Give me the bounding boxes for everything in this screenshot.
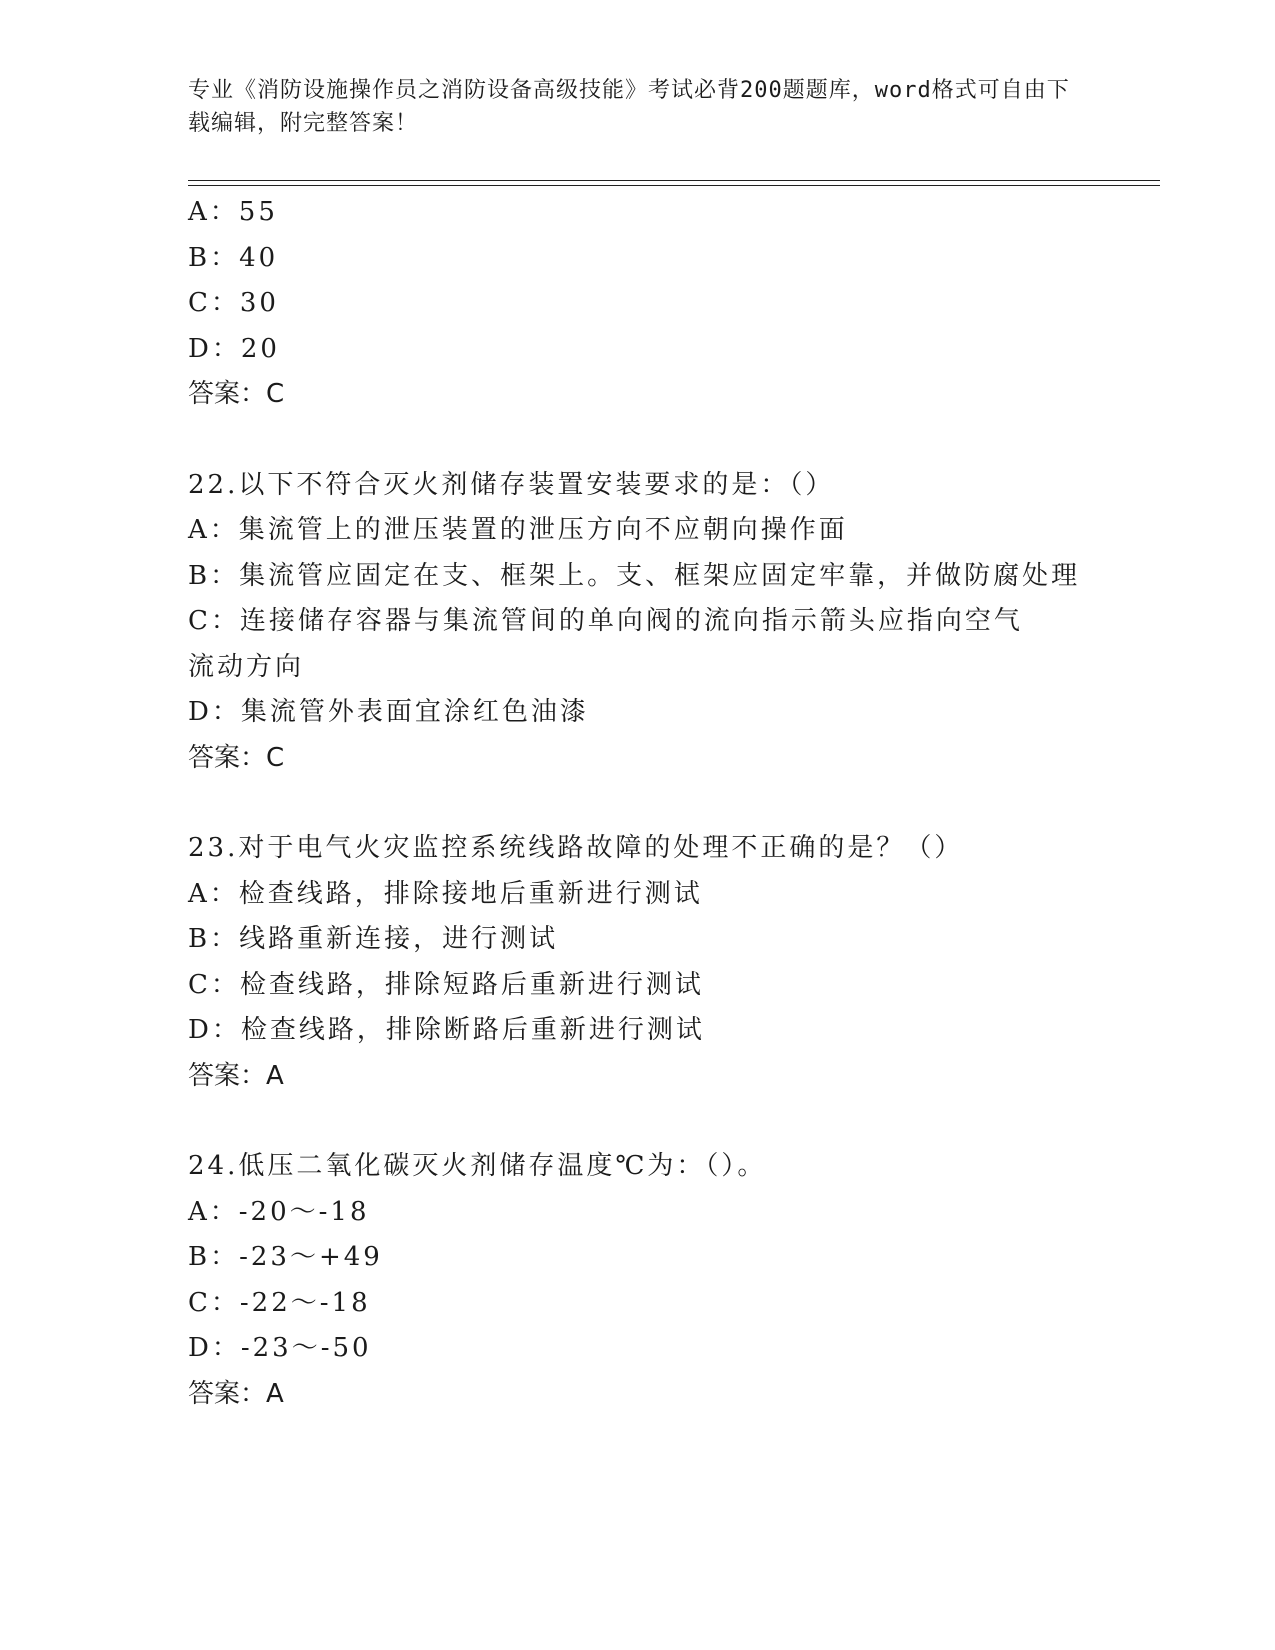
option-b: B：集流管应固定在支、框架上。支、框架应固定牢靠，并做防腐处理 bbox=[188, 560, 1081, 591]
option-c: C：检查线路，排除短路后重新进行测试 bbox=[188, 969, 704, 1000]
header-divider bbox=[188, 180, 1160, 186]
option-c: C：-22～-18 bbox=[188, 1287, 371, 1318]
question-stem: 22.以下不符合灭火剂储存装置安装要求的是：（） bbox=[188, 469, 835, 500]
document-header: 专业《消防设施操作员之消防设备高级技能》考试必背200题题库，word格式可自由下载编辑，附完整答案！ bbox=[188, 78, 1070, 136]
option-d: D：-23～-50 bbox=[188, 1333, 372, 1363]
option-a: A：集流管上的泄压装置的泄压方向不应朝向操作面 bbox=[188, 515, 848, 545]
question-24 bbox=[188, 1144, 1138, 1417]
answer-line: 答案：A bbox=[188, 1378, 284, 1409]
option-a: A：55 bbox=[188, 197, 278, 227]
option-d: D：检查线路，排除断路后重新进行测试 bbox=[188, 1015, 705, 1045]
answer-line: 答案：C bbox=[188, 379, 285, 409]
option-a: A：检查线路，排除接地后重新进行测试 bbox=[188, 878, 703, 909]
answer-line: 答案：A bbox=[188, 1060, 284, 1091]
question-stem: 23.对于电气火灾监控系统线路故障的处理不正确的是？（） bbox=[188, 833, 964, 863]
question-22 bbox=[188, 463, 1138, 782]
option-b: B：40 bbox=[188, 242, 279, 273]
answer-line: 答案：C bbox=[188, 742, 285, 773]
option-b: B：-23～+49 bbox=[188, 1242, 383, 1272]
option-c: C：30 bbox=[188, 288, 279, 318]
option-c: C：连接储存容器与集流管间的单向阀的流向指示箭头应指向空气流动方向 bbox=[188, 606, 1023, 682]
option-d: D：集流管外表面宜涂红色油漆 bbox=[188, 697, 589, 727]
question-list bbox=[188, 190, 1138, 1417]
option-b: B：线路重新连接，进行测试 bbox=[188, 924, 559, 954]
question-21-continued bbox=[188, 190, 1138, 418]
option-d: D：20 bbox=[188, 333, 280, 364]
question-stem: 24.低压二氧化碳灭火剂储存温度℃为：（）。 bbox=[188, 1151, 767, 1181]
question-23 bbox=[188, 826, 1138, 1099]
option-a: A：-20～-18 bbox=[188, 1196, 370, 1227]
